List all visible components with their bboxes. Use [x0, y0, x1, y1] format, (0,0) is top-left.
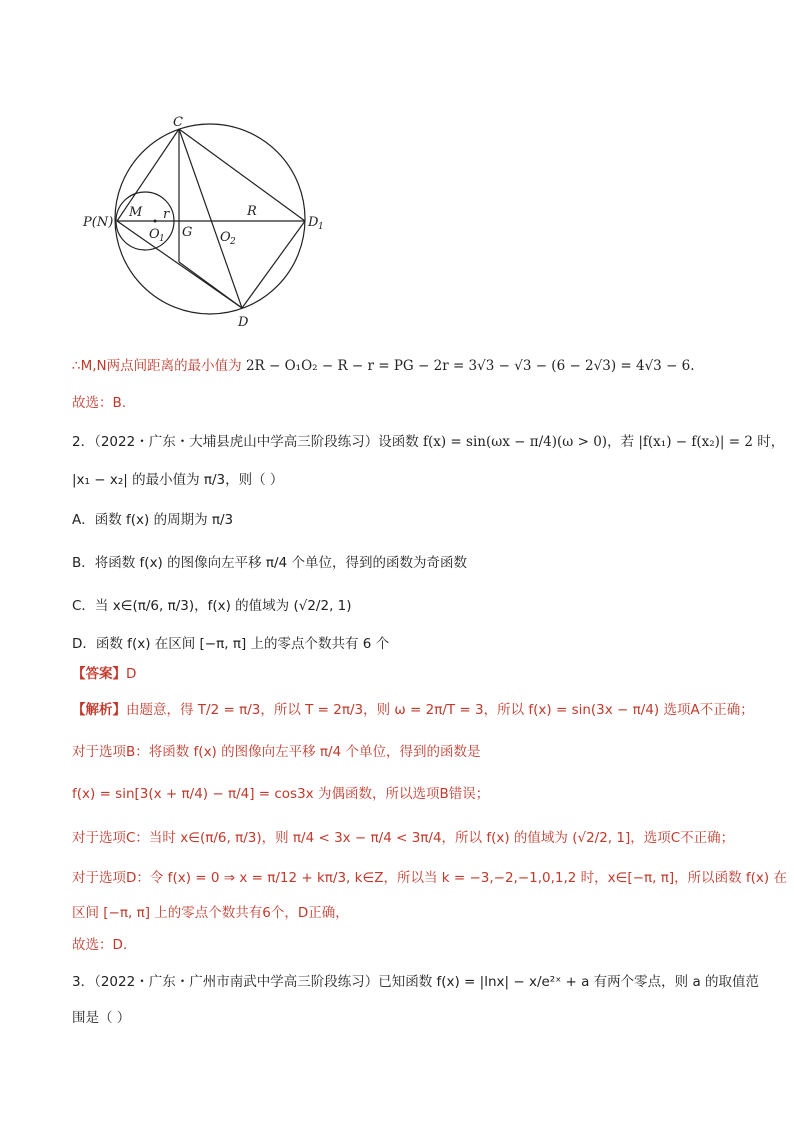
q2-analysis-line4: 对于选项C：当时 x∈(π/6, π/3)，则 π/4 < 3x − π/4 < 3π/4，所以 f(x) 的值域为 (√2/2, 1]，选项C不正确；	[72, 830, 735, 846]
q2-func: f(x) = sin(ωx − π/4)(ω > 0)，若 |f(x₁) − f(x₂)| = 2 时，	[423, 434, 785, 450]
q2-stem-line2: |x₁ − x₂| 的最小值为 π/3，则（ ）	[72, 472, 284, 488]
q2-analysis-line5: 对于选项D：令 f(x) = 0 ⇒ x = π/12 + kπ/3, k∈Z，所以当 k = −3,−2,−1,0,1,2 时，x∈[−π, π]，所以函数 f(x) 在	[72, 870, 787, 886]
q2-number: 2．	[72, 434, 95, 450]
q3-stem-a: 已知函数 f(x) = |lnx| − x/e²ˣ + a 有两个零点，则 a 的取值范	[378, 974, 760, 990]
answer-value: D	[126, 666, 137, 682]
segment-DD1	[242, 221, 305, 308]
segment-CD1	[179, 129, 305, 221]
label-O2: O	[220, 230, 231, 245]
label-G: G	[182, 225, 193, 240]
label-M: M	[129, 205, 143, 220]
label-D1: D	[308, 215, 319, 230]
label-D: D	[238, 315, 249, 330]
q2-option-c: C．当 x∈(π/6, π/3)，f(x) 的值域为 (√2/2, 1)	[72, 598, 352, 614]
q3-number: 3．	[72, 974, 95, 990]
segment-CD	[179, 129, 242, 308]
label-O1-sub: 1	[159, 234, 165, 244]
q2-answer	[72, 664, 754, 684]
q2-analysis-line6: 区间 [−π, π] 上的零点个数共有6个，D正确，	[72, 905, 349, 921]
q2-option-d: D．函数 f(x) 在区间 [−π, π] 上的零点个数共有 6 个	[72, 636, 390, 652]
label-O1: O	[149, 227, 160, 242]
q2-stem-line1	[72, 432, 785, 452]
q3-stem-line1	[72, 972, 760, 992]
q2-analysis-line3: f(x) = sin[3(x + π/4) − π/4] = cos3x 为偶函数，所以选项B错误；	[72, 786, 490, 802]
label-D1-sub: 1	[318, 222, 324, 232]
q2-answer-line: 故选：D.	[72, 937, 128, 953]
conclusion-formula: 2R − O₁O₂ − R − r = PG − 2r = 3√3 − √3 − (6 − 2√3) = 4√3 − 6.	[245, 358, 695, 374]
analysis-label: 【解析】	[72, 702, 126, 718]
figure-lines	[115, 124, 305, 314]
center-O1-dot	[154, 220, 157, 223]
label-R: R	[247, 204, 257, 219]
q2-analysis-line2: 对于选项B：将函数 f(x) 的图像向左平移 π/4 个单位，得到的函数是	[72, 744, 481, 760]
q2-stem-a: 设函数	[378, 434, 419, 450]
q3-source: （2022・广东・广州市南武中学高三阶段练习）	[94, 974, 379, 990]
answer-label: 【答案】	[72, 666, 126, 682]
q2-option-b: B．将函数 f(x) 的图像向左平移 π/4 个单位，得到的函数为奇函数	[72, 555, 467, 571]
label-O2-sub: 2	[230, 237, 236, 247]
conclusion-prefix: ∴M,N两点间距离的最小值为	[72, 358, 242, 374]
label-P: P(N)	[83, 215, 114, 230]
label-r: r	[163, 207, 170, 222]
segment-Gfoot	[179, 262, 242, 308]
analysis-text-1: 由题意，得 T/2 = π/3，所以 T = 2π/3，则 ω = 2π/T = 3，所以 f(x) = sin(3x − π/4) 选项A不正确；	[126, 702, 754, 718]
geometry-figure	[0, 100, 794, 440]
q2-source: （2022・广东・大埔县虎山中学高三阶段练习）	[94, 434, 379, 450]
q1-answer-line: 故选：B.	[72, 395, 127, 411]
q2-option-a: A．函数 f(x) 的周期为 π/3	[72, 512, 234, 528]
label-C: C	[173, 115, 183, 130]
q2-analysis-line1	[72, 700, 754, 720]
q3-stem-line2: 围是（ ）	[72, 1010, 131, 1026]
conclusion-line	[72, 356, 754, 376]
